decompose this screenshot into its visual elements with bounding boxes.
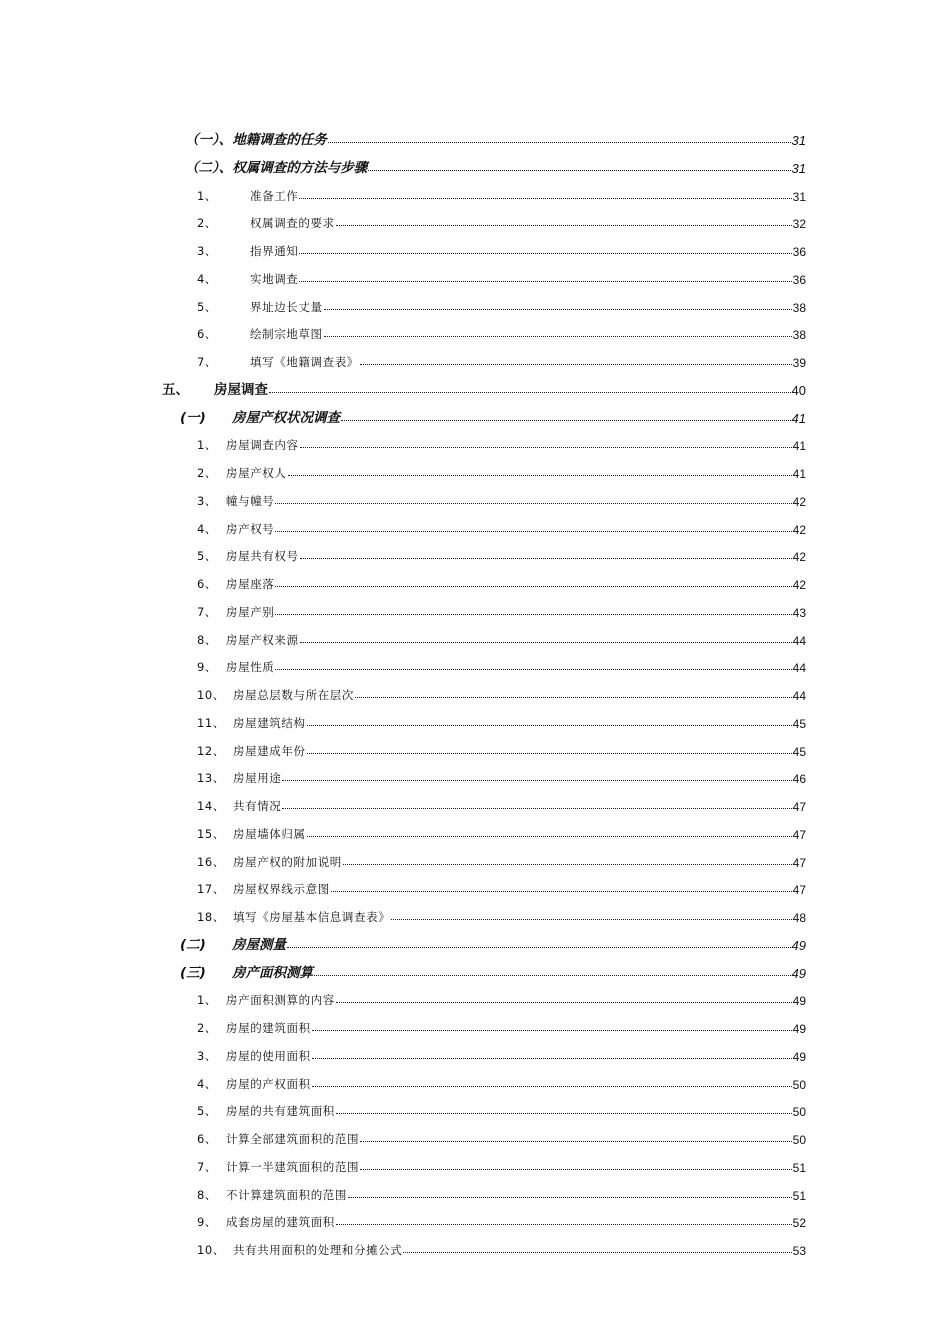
toc-dot-leader xyxy=(348,1197,792,1198)
toc-dot-leader xyxy=(360,1141,792,1142)
toc-entry-title: 不计算建筑面积的范围 xyxy=(226,1187,347,1202)
toc-dot-leader xyxy=(275,669,791,670)
toc-entry-title: 房屋建筑结构 xyxy=(233,715,306,730)
toc-dot-leader xyxy=(282,780,791,781)
toc-page-number: 47 xyxy=(792,800,806,814)
toc-page-number: 45 xyxy=(792,716,806,731)
toc-entry-title: 界址边长丈量 xyxy=(250,299,323,314)
toc-page-number: 46 xyxy=(792,772,806,787)
toc-entry-number: 8、 xyxy=(197,632,218,647)
toc-dot-leader xyxy=(312,1030,792,1031)
toc-dot-leader xyxy=(324,309,792,310)
toc-entry[interactable] xyxy=(197,735,806,759)
toc-entry[interactable] xyxy=(197,596,806,620)
toc-page-number: 42 xyxy=(792,578,806,592)
toc-entry-title: （一）、地籍调查的任务 xyxy=(185,132,327,148)
toc-entry-title: 共有共用面积的处理和分摊公式 xyxy=(233,1243,403,1257)
toc-page-number: 44 xyxy=(792,689,806,703)
toc-dot-leader xyxy=(336,225,792,226)
toc-page-number: 38 xyxy=(792,300,806,315)
toc-entry-number: 1、 xyxy=(197,993,218,1008)
toc-entry-number: 2、 xyxy=(197,466,218,480)
toc-entry-number: 5、 xyxy=(197,549,218,564)
toc-dot-leader xyxy=(275,614,791,615)
toc-entry-title: 幢与幢号 xyxy=(226,493,275,508)
toc-entry[interactable] xyxy=(197,679,806,703)
toc-page-number: 40 xyxy=(791,382,806,398)
toc-dot-leader xyxy=(307,836,792,837)
toc-entry-number: 6、 xyxy=(197,577,218,591)
toc-dot-leader xyxy=(355,697,792,698)
toc-entry-number: 7、 xyxy=(197,604,218,619)
toc-page-number: 42 xyxy=(792,522,806,537)
toc-dot-leader xyxy=(343,864,792,865)
toc-entry-number: 5、 xyxy=(197,299,218,314)
toc-entry-number: 5、 xyxy=(197,1104,218,1119)
toc-entry-title: 房屋共有权号 xyxy=(226,549,299,564)
toc-dot-leader xyxy=(275,503,791,504)
toc-entry-title: 房屋产权状况调查 xyxy=(232,409,340,426)
toc-entry-title: 房屋测量 xyxy=(232,936,286,953)
toc-entry[interactable] xyxy=(197,901,806,925)
toc-entry-number: 7、 xyxy=(197,1159,218,1174)
toc-entry[interactable] xyxy=(197,207,806,231)
toc-page-number: 49 xyxy=(791,965,806,981)
toc-entry-title: 房产面积测算 xyxy=(232,964,313,981)
toc-dot-leader xyxy=(299,198,791,199)
toc-entry-number: 17、 xyxy=(197,882,225,897)
toc-entry[interactable] xyxy=(197,873,806,897)
toc-entry[interactable] xyxy=(180,929,806,953)
toc-entry-title: 计算一半建筑面积的范围 xyxy=(226,1159,360,1174)
toc-page-number: 31 xyxy=(792,189,806,204)
toc-entry-number: 五、 xyxy=(162,381,189,398)
toc-entry-title: 房屋权界线示意图 xyxy=(233,882,330,897)
toc-entry-number: 4、 xyxy=(197,521,218,536)
toc-entry-title: 房屋调查 xyxy=(214,381,268,398)
toc-entry-number: 4、 xyxy=(197,1076,218,1091)
toc-entry-number: 10、 xyxy=(197,1243,225,1257)
toc-entry-number: 13、 xyxy=(197,771,225,786)
toc-entry-number: 1、 xyxy=(197,438,218,453)
toc-entry-title: 房产面积测算的内容 xyxy=(226,993,335,1008)
toc-entry-number: 16、 xyxy=(197,854,225,869)
toc-entry-title: 房屋产别 xyxy=(226,604,275,619)
toc-entry[interactable] xyxy=(197,762,806,786)
toc-dot-leader xyxy=(288,475,792,476)
toc-entry[interactable] xyxy=(197,291,806,315)
toc-page-number: 36 xyxy=(792,272,806,287)
toc-page-number: 36 xyxy=(792,245,806,259)
toc-entry-number: 2、 xyxy=(197,1021,218,1035)
toc-entry[interactable] xyxy=(197,1234,806,1258)
toc-entry-number: 1、 xyxy=(197,188,218,203)
toc-entry[interactable] xyxy=(197,346,806,370)
toc-page-number: 51 xyxy=(792,1188,806,1203)
toc-page-number: 43 xyxy=(792,605,806,620)
toc-entry-title: 指界通知 xyxy=(250,244,299,258)
toc-entry-number: 12、 xyxy=(197,743,225,758)
toc-page-number: 45 xyxy=(792,744,806,759)
toc-entry-number: 8、 xyxy=(197,1187,218,1202)
toc-page-number: 51 xyxy=(792,1160,806,1175)
toc-entry-number: 7、 xyxy=(197,355,218,369)
toc-dot-leader xyxy=(307,725,792,726)
toc-entry[interactable] xyxy=(197,429,806,453)
toc-entry-number: 9、 xyxy=(197,1215,218,1230)
toc-entry-title: 房屋的共有建筑面积 xyxy=(226,1104,335,1119)
toc-entry-number: 3、 xyxy=(197,244,218,258)
toc-entry-number: 6、 xyxy=(197,1132,218,1146)
toc-dot-leader xyxy=(300,447,792,448)
toc-page-number: 50 xyxy=(792,1077,806,1092)
toc-page-number: 41 xyxy=(791,410,806,426)
toc-entry-number: 14、 xyxy=(197,799,225,813)
toc-entry-number: 15、 xyxy=(197,826,225,841)
toc-page-number: 44 xyxy=(792,633,806,648)
toc-entry[interactable] xyxy=(197,984,806,1008)
toc-entry[interactable] xyxy=(197,1012,806,1036)
toc-entry-title: 共有情况 xyxy=(233,799,282,813)
toc-dot-leader xyxy=(307,753,792,754)
toc-entry[interactable] xyxy=(180,957,806,981)
toc-entry-number: 3、 xyxy=(197,1048,218,1063)
toc-entry-number: 10、 xyxy=(197,688,225,702)
toc-page-number: 52 xyxy=(792,1216,806,1231)
toc-page-number: 49 xyxy=(792,994,806,1009)
toc-entry[interactable] xyxy=(197,1123,806,1147)
toc-entry[interactable] xyxy=(162,374,806,398)
toc-dot-leader xyxy=(403,1252,791,1253)
toc-entry[interactable] xyxy=(197,180,806,204)
toc-entry[interactable] xyxy=(197,540,806,564)
toc-dot-leader xyxy=(336,1002,792,1003)
toc-page-number: 42 xyxy=(792,550,806,565)
toc-dot-leader xyxy=(331,891,792,892)
toc-entry[interactable] xyxy=(197,263,806,287)
toc-entry-number: 18、 xyxy=(197,910,225,924)
toc-page-number: 50 xyxy=(792,1133,806,1147)
toc-entry-title: 填写《地籍调查表》 xyxy=(250,355,359,369)
toc-entry[interactable] xyxy=(197,485,806,509)
toc-entry-title: 房屋产权来源 xyxy=(226,632,299,647)
toc-entry-number: 3、 xyxy=(197,493,218,508)
toc-entry[interactable] xyxy=(197,1206,806,1230)
toc-entry[interactable] xyxy=(197,457,806,481)
toc-page-number: 39 xyxy=(792,356,806,370)
toc-page-number: 49 xyxy=(791,937,806,953)
toc-entry[interactable] xyxy=(185,124,806,148)
toc-dot-leader xyxy=(391,919,791,920)
toc-dot-leader xyxy=(328,142,791,143)
toc-entry-title: （二）、权属调查的方法与步骤 xyxy=(185,159,368,176)
toc-dot-leader xyxy=(312,1086,792,1087)
toc-entry-number: 9、 xyxy=(197,660,218,675)
toc-entry-title: 房屋用途 xyxy=(233,771,282,786)
toc-page-number: 38 xyxy=(792,328,806,343)
toc-entry-number: 11、 xyxy=(197,715,225,730)
toc-entry[interactable] xyxy=(197,1068,806,1092)
toc-page-number: 50 xyxy=(792,1105,806,1120)
toc-entry[interactable] xyxy=(197,513,806,537)
toc-dot-leader xyxy=(312,1058,792,1059)
toc-entry-number: (一) xyxy=(180,409,206,426)
toc-page-number: 31 xyxy=(791,160,806,176)
toc-page-number: 31 xyxy=(791,133,806,148)
toc-entry-title: 计算全部建筑面积的范围 xyxy=(226,1132,360,1146)
toc-entry[interactable] xyxy=(197,818,806,842)
toc-dot-leader xyxy=(287,947,791,948)
toc-entry-number: 4、 xyxy=(197,271,218,286)
toc-entry-title: 房屋总层数与所在层次 xyxy=(233,688,354,702)
toc-entry-title: 成套房屋的建筑面积 xyxy=(226,1215,335,1230)
toc-entry[interactable] xyxy=(197,318,806,342)
toc-entry-title: 房屋座落 xyxy=(226,577,275,591)
toc-entry-number: 2、 xyxy=(197,216,218,231)
toc-page-number: 42 xyxy=(792,494,806,509)
toc-entry-title: 房屋调查内容 xyxy=(226,438,299,453)
toc-entry[interactable] xyxy=(197,707,806,731)
toc-entry[interactable] xyxy=(197,1151,806,1175)
toc-page-number: 41 xyxy=(792,467,806,481)
toc-entry[interactable] xyxy=(197,568,806,592)
toc-entry[interactable] xyxy=(197,235,806,259)
toc-page-number: 32 xyxy=(792,217,806,232)
toc-entry[interactable] xyxy=(197,651,806,675)
toc-entry[interactable] xyxy=(197,624,806,648)
toc-entry-title: 权属调查的要求 xyxy=(250,216,335,231)
toc-entry-title: 房屋的建筑面积 xyxy=(226,1021,311,1035)
toc-page-number: 41 xyxy=(792,439,806,454)
toc-entry[interactable] xyxy=(197,1095,806,1119)
toc-page-number: 47 xyxy=(792,827,806,842)
toc-dot-leader xyxy=(269,392,791,393)
toc-entry-title: 房屋的产权面积 xyxy=(226,1076,311,1091)
toc-entry[interactable] xyxy=(197,790,806,814)
toc-page-number: 47 xyxy=(792,855,806,870)
toc-entry-title: 准备工作 xyxy=(250,188,299,203)
toc-page-number: 49 xyxy=(792,1022,806,1036)
toc-entry-title: 房产权号 xyxy=(226,521,275,536)
toc-dot-leader xyxy=(282,808,791,809)
toc-dot-leader xyxy=(314,975,791,976)
toc-dot-leader xyxy=(368,170,790,171)
toc-dot-leader xyxy=(275,586,791,587)
toc-page-number: 44 xyxy=(792,661,806,676)
toc-entry-title: 房屋建成年份 xyxy=(233,743,306,758)
toc-page-number: 49 xyxy=(792,1049,806,1064)
toc-dot-leader xyxy=(360,1169,792,1170)
toc-entry[interactable] xyxy=(197,846,806,870)
toc-entry-title: 房屋性质 xyxy=(226,660,275,675)
toc-entry[interactable] xyxy=(197,1179,806,1203)
toc-entry-title: 房屋产权人 xyxy=(226,466,287,480)
toc-dot-leader xyxy=(300,558,792,559)
toc-entry-title: 实地调查 xyxy=(250,271,299,286)
toc-dot-leader xyxy=(275,531,791,532)
toc-entry[interactable] xyxy=(180,402,806,426)
toc-entry-number: 6、 xyxy=(197,327,218,342)
toc-entry[interactable] xyxy=(197,1040,806,1064)
toc-dot-leader xyxy=(299,253,791,254)
toc-dot-leader xyxy=(360,364,792,365)
toc-entry-title: 房屋墙体归属 xyxy=(233,826,306,841)
toc-entry-title: 房屋的使用面积 xyxy=(226,1048,311,1063)
toc-entry-number: (三) xyxy=(180,964,206,981)
toc-entry[interactable] xyxy=(185,152,806,176)
toc-dot-leader xyxy=(341,420,791,421)
toc-page-number: 48 xyxy=(792,911,806,925)
toc-entry-title: 填写《房屋基本信息调查表》 xyxy=(233,910,391,924)
toc-entry-title: 房屋产权的附加说明 xyxy=(233,854,342,869)
toc-dot-leader xyxy=(336,1224,792,1225)
toc-entry-title: 绘制宗地草图 xyxy=(250,327,323,342)
toc-dot-leader xyxy=(336,1113,792,1114)
toc-dot-leader xyxy=(324,336,792,337)
toc-dot-leader xyxy=(299,281,791,282)
toc-page-number: 53 xyxy=(792,1244,806,1258)
toc-page-number: 47 xyxy=(792,883,806,898)
toc-dot-leader xyxy=(300,642,792,643)
toc-entry-number: (二) xyxy=(180,936,206,953)
